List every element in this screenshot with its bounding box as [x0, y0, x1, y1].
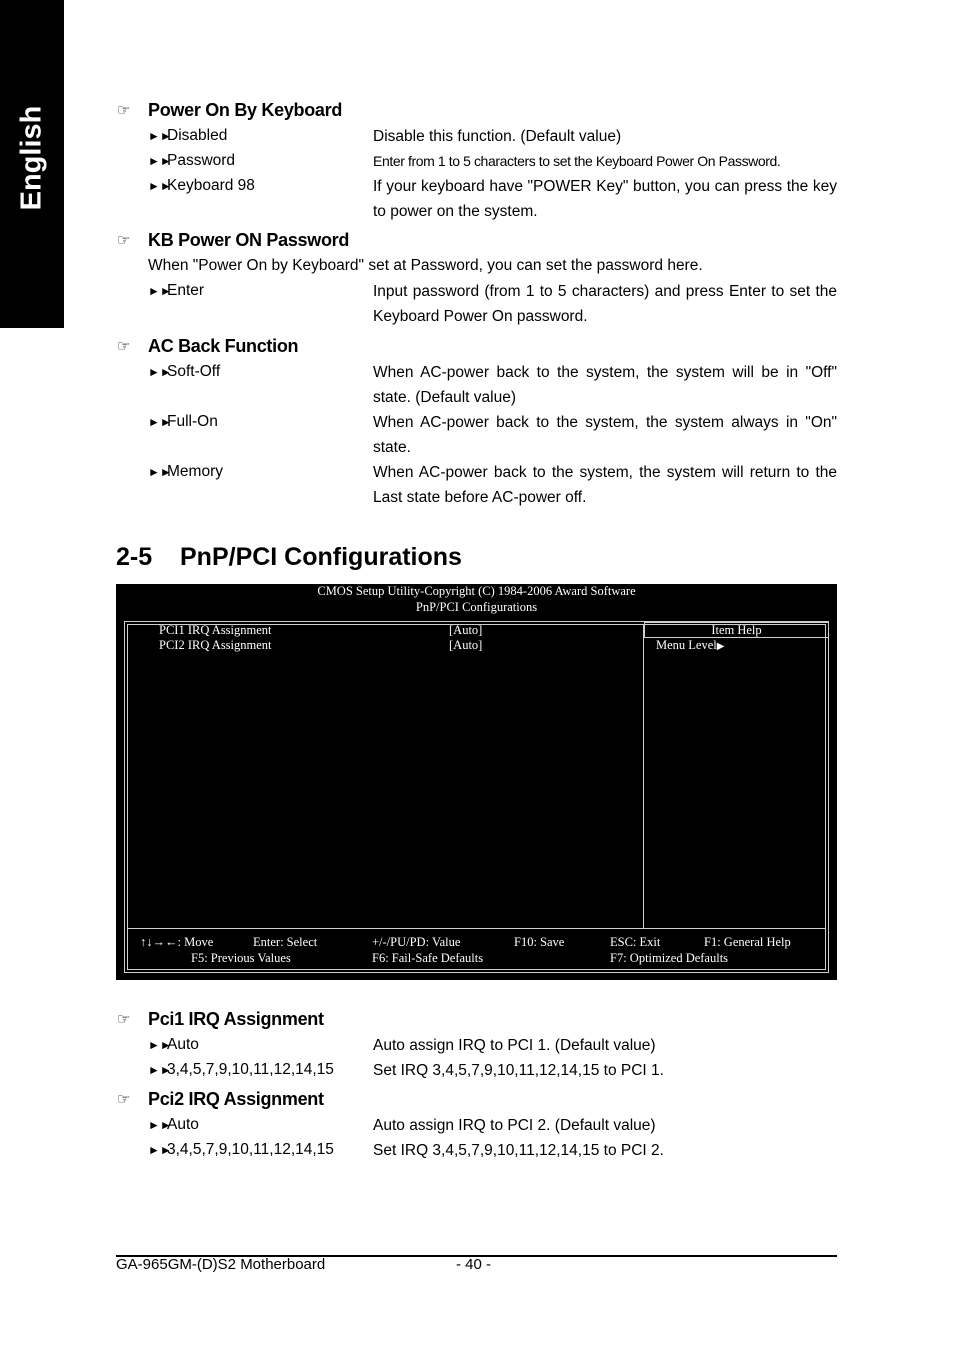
key-hint: ESC: Exit — [610, 935, 661, 949]
side-tab-label: English — [15, 105, 48, 211]
key-hint: F5: Previous Values — [191, 951, 291, 965]
double-arrow-icon: ►► — [148, 1118, 172, 1132]
option-desc: Set IRQ 3,4,5,7,9,10,11,12,14,15 to PCI 2. — [373, 1142, 664, 1159]
menu-level: Menu Level▶ — [656, 638, 725, 652]
option-name: ►►Keyboard 98 — [148, 177, 255, 194]
language-side-tab — [0, 0, 64, 328]
key-hint: ↑↓→←: Move — [140, 935, 214, 949]
section-title-text: PnP/PCI Configurations — [180, 543, 462, 571]
option-name: ►►Enter — [148, 282, 205, 299]
option-desc: When AC-power back to the system, the system always in "On" state. — [373, 414, 837, 456]
option-name: ►►3,4,5,7,9,10,11,12,14,15 — [148, 1061, 334, 1078]
option-desc: Set IRQ 3,4,5,7,9,10,11,12,14,15 to PCI 1. — [373, 1062, 664, 1079]
bios-item-label[interactable]: PCI1 IRQ Assignment — [159, 623, 272, 637]
double-arrow-icon: ►► — [148, 179, 172, 193]
bios-item-value[interactable]: [Auto] — [449, 623, 483, 637]
section-heading: AC Back Function — [148, 336, 299, 356]
section-note: When "Power On by Keyboard" set at Password, you can set the password here. — [148, 257, 703, 274]
section-heading: Power On By Keyboard — [148, 100, 343, 120]
option-name: ►►Full-On — [148, 413, 218, 430]
double-arrow-icon: ►► — [148, 1143, 172, 1157]
key-hint: F6: Fail-Safe Defaults — [372, 951, 484, 965]
section-heading: KB Power ON Password — [148, 230, 350, 250]
double-arrow-icon: ►► — [148, 1063, 172, 1077]
double-arrow-icon: ►► — [148, 129, 172, 143]
page-number: - 40 - — [456, 1256, 492, 1273]
option-name: ►►3,4,5,7,9,10,11,12,14,15 — [148, 1141, 334, 1158]
key-hint: F1: General Help — [704, 935, 791, 949]
option-desc: If your keyboard have "POWER Key" button, you can press the key to power on the system. — [373, 178, 837, 220]
double-arrow-icon: ►► — [148, 415, 172, 429]
bios-item-value[interactable]: [Auto] — [449, 638, 483, 652]
option-name: ►►Password — [148, 152, 236, 169]
section-title — [116, 543, 462, 572]
bios-header-copyright: CMOS Setup Utility-Copyright (C) 1984-2006 Award Software — [317, 584, 636, 598]
option-name: ►►Memory — [148, 463, 223, 480]
bios-divider — [127, 928, 826, 929]
double-arrow-icon: ►► — [148, 1038, 172, 1052]
double-arrow-icon: ►► — [148, 365, 172, 379]
footer-model: GA-965GM-(D)S2 Motherboard — [116, 1256, 326, 1273]
option-name: ►►Auto — [148, 1116, 199, 1133]
option-name: ►►Auto — [148, 1036, 199, 1053]
option-desc: Auto assign IRQ to PCI 2. (Default value) — [373, 1117, 656, 1134]
option-desc: When AC-power back to the system, the system will be in "Off" state. (Default value) — [373, 364, 837, 406]
section-heading: Pci1 IRQ Assignment — [148, 1009, 324, 1029]
option-name: ►►Disabled — [148, 127, 228, 144]
key-hint: F7: Optimized Defaults — [610, 951, 729, 965]
section-number: 2-5 — [116, 543, 153, 571]
bios-divider — [643, 624, 644, 928]
option-desc: When AC-power back to the system, the system will return to the Last state before AC-power off. — [373, 464, 837, 506]
option-desc: Enter from 1 to 5 characters to set the Keyboard Power On Password. — [373, 153, 781, 169]
pointing-hand-icon: ☞ — [117, 1011, 131, 1028]
bios-screenshot — [116, 584, 837, 980]
key-hint: +/-/PU/PD: Value — [372, 935, 461, 949]
item-help-title: Item Help — [644, 622, 829, 638]
bios-item-label[interactable]: PCI2 IRQ Assignment — [159, 638, 272, 652]
option-desc: Input password (from 1 to 5 characters) and press Enter to set the Keyboard Power On password. — [373, 283, 837, 325]
double-arrow-icon: ►► — [148, 284, 172, 298]
bios-header-page: PnP/PCI Configurations — [415, 600, 538, 614]
bios-frame-inner — [127, 624, 826, 970]
section-heading: Pci2 IRQ Assignment — [148, 1089, 324, 1109]
pointing-hand-icon: ☞ — [117, 232, 131, 249]
key-hint: Enter: Select — [253, 935, 318, 949]
option-name: ►►Soft-Off — [148, 363, 221, 380]
pointing-hand-icon: ☞ — [117, 102, 131, 119]
key-hint: F10: Save — [514, 935, 565, 949]
option-desc: Auto assign IRQ to PCI 1. (Default value) — [373, 1037, 656, 1054]
double-arrow-icon: ►► — [148, 154, 172, 168]
option-desc: Disable this function. (Default value) — [373, 128, 622, 145]
pointing-hand-icon: ☞ — [117, 1091, 131, 1108]
double-arrow-icon: ►► — [148, 465, 172, 479]
arrow-right-icon: ▶ — [716, 641, 725, 652]
pointing-hand-icon: ☞ — [117, 338, 131, 355]
